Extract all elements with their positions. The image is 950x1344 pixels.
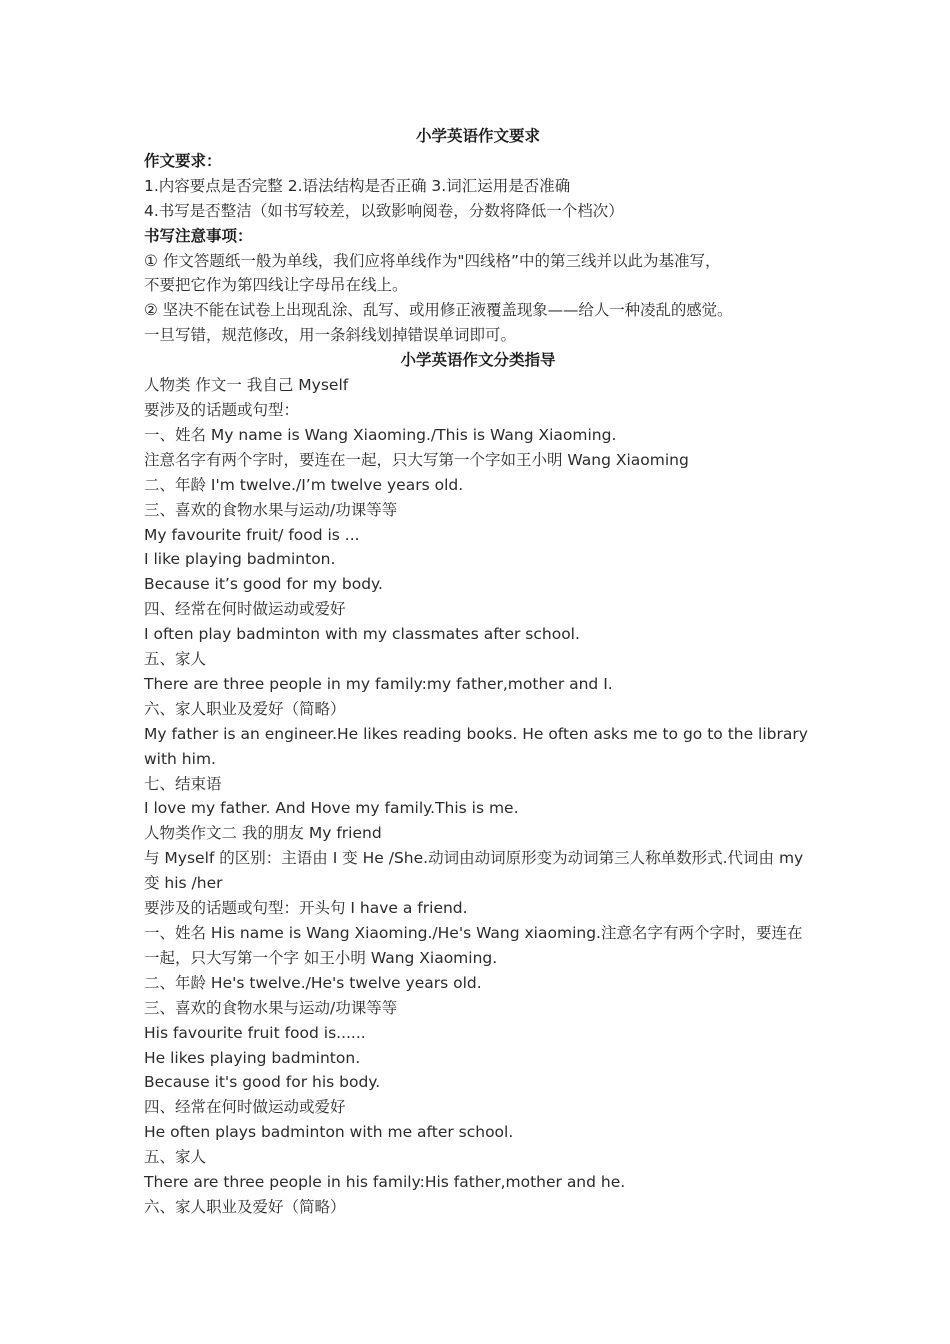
section-1-topics: 要涉及的话题或句型： <box>144 400 300 419</box>
writing-note-1-line-1: ① 作文答题纸一般为单线，我们应将单线作为"四线格”中的第三线并以此为基准写， <box>144 251 721 270</box>
section-1-line: 三、喜欢的食物水果与运动/功课等等 <box>144 500 398 519</box>
document-page <box>144 124 812 1220</box>
section-1-line: 五、家人 <box>144 650 207 669</box>
requirements-line-1: 1.内容要点是否完整 2.语法结构是否正确 3.词汇运用是否准确 <box>144 176 571 195</box>
section-title-guidance: 小学英语作文分类指导 <box>400 351 556 370</box>
section-2-line: He likes playing badminton. <box>144 1048 361 1067</box>
section-2-line: 与 Myself 的区别：主语由 I 变 He /She.动词由动词原形变为动词第三人称单数形式.代词由 my 变 his /her <box>144 849 804 893</box>
section-1-line: There are three people in my family:my father,mother and I. <box>144 674 613 693</box>
section-2-title: 人物类作文二 我的朋友 My friend <box>144 824 382 843</box>
section-1-line: I love my father. And Hove my family.This is me. <box>144 799 519 818</box>
section-2-line: His favourite fruit food is...... <box>144 1023 366 1042</box>
writing-notes-heading: 书写注意事项： <box>144 226 253 245</box>
section-2-line: 要涉及的话题或句型：开头句 I have a friend. <box>144 899 468 918</box>
section-2-line: Because it's good for his body. <box>144 1073 381 1092</box>
section-1-line: 六、家人职业及爱好（简略） <box>144 699 346 718</box>
section-1-line: 一、姓名 My name is Wang Xiaoming./This is Wang Xiaoming. <box>144 425 617 444</box>
section-1-line: I like playing badminton. <box>144 550 336 569</box>
section-1-line: 二、年龄 I'm twelve./I’m twelve years old. <box>144 475 464 494</box>
section-1-line: My favourite fruit/ food is ... <box>144 525 360 544</box>
writing-note-2-line-1: ② 坚决不能在试卷上出现乱涂、乱写、或用修正液覆盖现象——给人一种凌乱的感觉。 <box>144 301 733 320</box>
section-1-title: 人物类 作文一 我自己 Myself <box>144 376 349 395</box>
writing-note-2-line-2: 一旦写错，规范修改，用一条斜线划掉错误单词即可。 <box>144 326 517 345</box>
section-2-line: He often plays badminton with me after school. <box>144 1123 514 1142</box>
section-2-line: 三、喜欢的食物水果与运动/功课等等 <box>144 998 398 1017</box>
section-2-line: 五、家人 <box>144 1148 207 1167</box>
section-1-line: Because it’s good for my body. <box>144 575 383 594</box>
section-1-line: My father is an engineer.He likes reading books. He often asks me to go to the library with him. <box>144 724 808 768</box>
section-1-line: 四、经常在何时做运动或爱好 <box>144 600 346 619</box>
section-2-line: 一、姓名 His name is Wang Xiaoming./He's Wang xiaoming.注意名字有两个字时，要连在一起，只大写第一个字 如王小明 Wang Xiaoming. <box>144 924 803 967</box>
writing-note-1-line-2: 不要把它作为第四线让字母吊在线上。 <box>144 276 408 295</box>
section-1-line: 注意名字有两个字时，要连在一起，只大写第一个字如王小明 Wang Xiaoming <box>144 450 689 469</box>
section-2-line: There are three people in his family:His father,mother and he. <box>144 1173 626 1192</box>
requirements-line-2: 4.书写是否整洁（如书写较差，以致影响阅卷，分数将降低一个档次） <box>144 201 624 220</box>
requirements-heading: 作文要求： <box>144 151 222 170</box>
section-1-line: 七、结束语 <box>144 774 222 793</box>
section-1-line: I often play badminton with my classmates after school. <box>144 625 580 644</box>
document-title: 小学英语作文要求 <box>415 127 540 145</box>
section-2-line: 六、家人职业及爱好（简略） <box>144 1197 346 1216</box>
section-2-line: 四、经常在何时做运动或爱好 <box>144 1098 346 1117</box>
section-2-line: 二、年龄 He's twelve./He's twelve years old. <box>144 973 482 992</box>
